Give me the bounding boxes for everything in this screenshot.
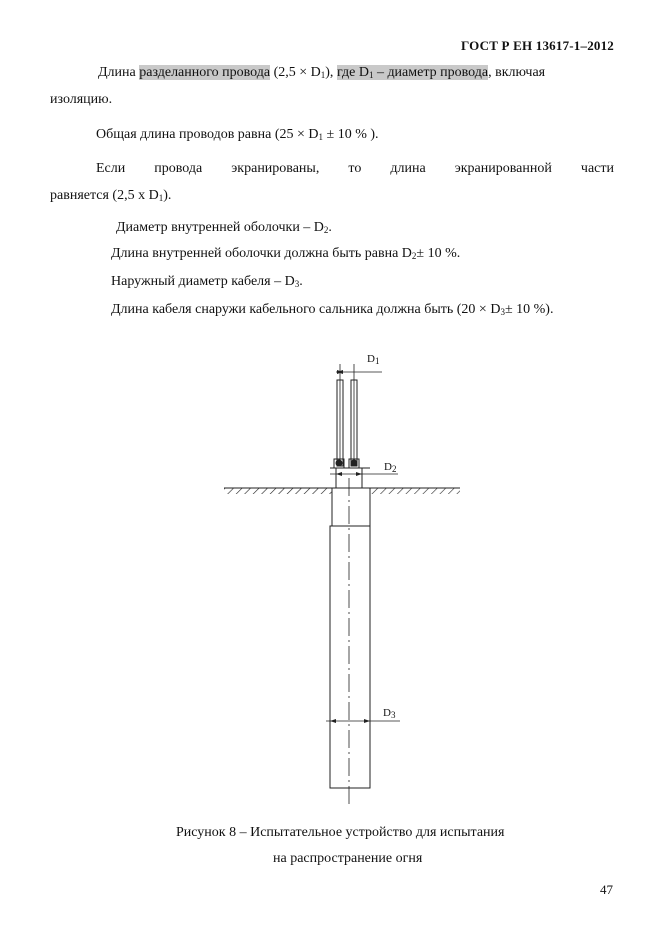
figure-caption-line-1: Рисунок 8 – Испытательное устройство для испытания	[176, 825, 505, 840]
paragraph-3-line-1: Если провода экранированы, то длина экранированной части	[96, 161, 614, 176]
d2-label: $D_2$	[384, 461, 397, 474]
paragraph-6: Наружный диаметр кабеля – $D_3$.	[111, 274, 303, 289]
ground-hatch-right	[370, 488, 460, 494]
paragraph-2: Общая длина проводов равна ($25 \times D_1 \pm 10$ % ).	[96, 127, 379, 142]
paragraph-3-line-2: равняется (2,5 х $D_1$).	[50, 188, 172, 203]
d1-label: $D_1$	[367, 353, 380, 366]
figure-caption-line-2: на распространение огня	[273, 851, 423, 866]
ground-hatch-left	[224, 488, 332, 494]
paragraph-1-line-2: изоляцию.	[50, 92, 113, 107]
termination-right	[351, 460, 357, 466]
d3-label: $D_3$	[383, 707, 396, 720]
paragraph-1-line-1: Длина разделанного провода $(2,5 \times D_1)$, где $D_1$ – диаметр провода, включая	[98, 65, 546, 80]
highlight-2: где $D_1$ – диаметр провода	[336, 65, 489, 80]
paragraph-5: Длина внутренней оболочки должна быть равна $D_2\pm 10$ %.	[111, 246, 461, 261]
paragraph-7: Длина кабеля снаружи кабельного сальника должна быть ($20 \times D_3\pm 10$ %).	[111, 302, 554, 317]
document-header: ГОСТ Р ЕН 13617-1–2012	[461, 38, 614, 53]
cable-outer	[330, 526, 370, 788]
highlight-1: разделанного провода	[139, 65, 271, 80]
page-number: 47	[600, 882, 613, 897]
paragraph-4: Диаметр внутренней оболочки – $D_2$.	[116, 220, 332, 235]
cable-gland	[332, 488, 370, 526]
termination-left	[336, 460, 342, 466]
